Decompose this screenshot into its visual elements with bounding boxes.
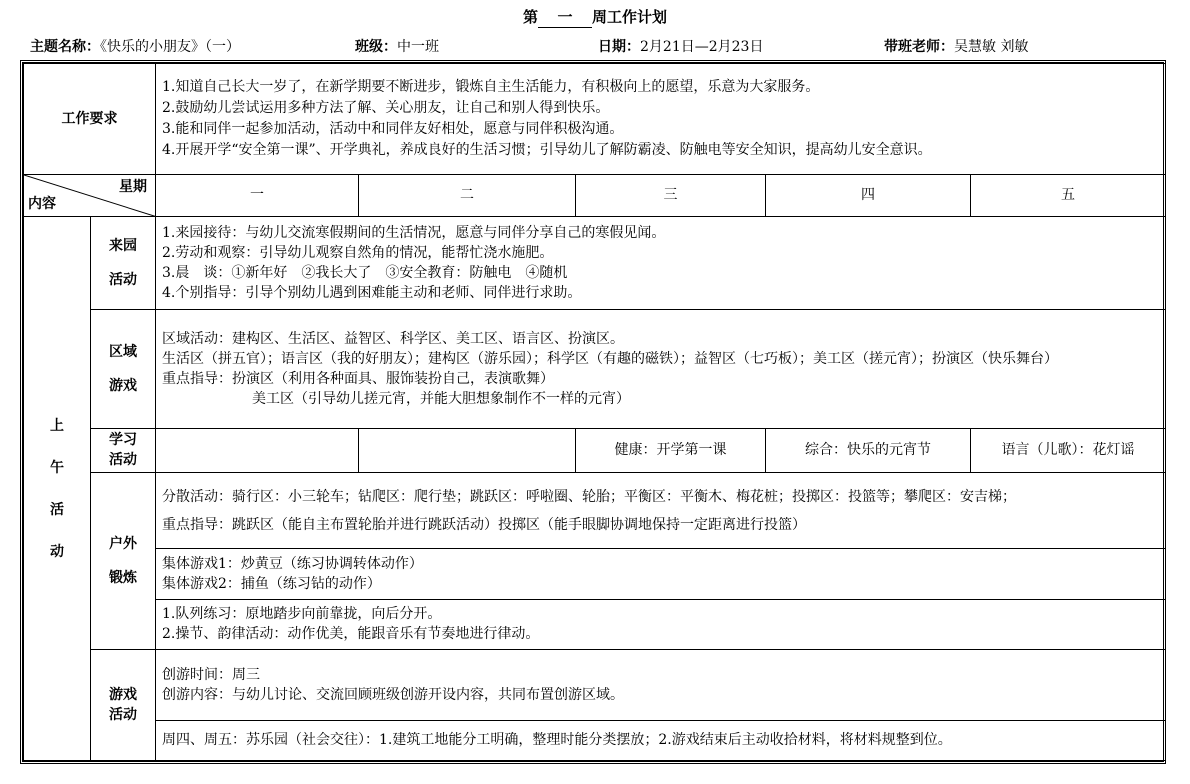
outdoor-drill-row (24, 599, 1166, 649)
day-header-thu: 四 (766, 174, 971, 216)
group-game-item: 集体游戏2：捕鱼（练习钻的动作） (162, 576, 381, 593)
play-label-line: 活动 (109, 707, 137, 724)
area-games-label (91, 309, 156, 428)
requirement-item: 3.能和同伴一起参加活动，活动中和同伴友好相处，愿意与同伴积极沟通。 (162, 120, 624, 137)
teacher-label: 带班老师： (884, 39, 954, 55)
requirements-row (24, 64, 1166, 175)
area-games-focus-art: 美工区（引导幼儿搓元宵，并能大胆想象制作不一样的元宵） (252, 390, 630, 407)
requirement-item: 4.开展开学“安全第一课”、开学典礼，养成良好的生活习惯；引导幼儿了解防霸凌、防触电等安全知识，提高幼儿安全意识。 (162, 141, 932, 158)
arrival-item: 1.来园接待：与幼儿交流寒假期间的生活情况，愿意与同伴分享自己的寒假见闻。 (162, 224, 666, 241)
creative-item: 创游时间：周三 (162, 666, 260, 683)
plan-table (23, 63, 1166, 761)
play-suleyuan-content (156, 720, 1166, 760)
arrival-item: 4.个别指导：引导个别幼儿遇到困难能主动和老师、同伴进行求助。 (162, 284, 582, 301)
theme-value: 《快乐的小朋友》（一） (100, 39, 240, 55)
learning-cell-mon (156, 428, 359, 472)
class-label: 班级： (355, 39, 397, 55)
theme-label: 主题名称： (30, 39, 100, 55)
outdoor-focus: 重点指导：跳跃区（能自主布置轮胎并进行跳跃活动）投掷区（能手眼脚协调地保持一定距离进行投篮） (162, 516, 806, 533)
play-creative-content (156, 650, 1166, 721)
outdoor-label-line: 户外 (109, 536, 137, 553)
morning-label-char: 活 (50, 501, 64, 518)
group-game-item: 集体游戏1：炒黄豆（练习协调转体动作） (162, 556, 423, 573)
area-games-label-line: 区域 (109, 343, 137, 360)
arrival-item: 3.晨 谈：①新年好 ②我长大了 ③安全教育：防触电 ④随机 (162, 264, 568, 281)
date-label: 日期： (598, 39, 640, 55)
day-header-wed: 三 (576, 174, 766, 216)
class-value: 中一班 (397, 39, 439, 55)
teacher-value: 吴慧敏 刘敏 (954, 39, 1029, 55)
class-info (355, 36, 439, 56)
play-creative-row (24, 650, 1166, 721)
area-games-zones: 生活区（拼五官）；语言区（我的好朋友）；建构区（游乐园）；科学区（有趣的磁铁）；益智区（七巧板）；美工区（搓元宵）；扮演区（快乐舞台） (162, 350, 1058, 367)
learning-cell-fri: 语言（儿歌）：花灯谣 (971, 428, 1166, 472)
corner-bottom-label: 内容 (28, 196, 56, 213)
morning-label-char: 午 (50, 459, 64, 476)
title-prefix: 第 (522, 8, 538, 26)
arrival-row (24, 217, 1166, 310)
date-value: 2月21日—2月23日 (640, 39, 764, 55)
requirement-item: 2.鼓励幼儿尝试运用多种方法了解、关心朋友，让自己和别人得到快乐。 (162, 99, 610, 116)
learning-row (24, 428, 1166, 472)
area-games-label-line: 游戏 (109, 377, 137, 394)
play-suleyuan-row (24, 720, 1166, 760)
day-header-mon: 一 (156, 174, 359, 216)
area-games-row (24, 309, 1166, 428)
week-header-row (24, 174, 1166, 216)
outdoor-scatter: 分散活动：骑行区：小三轮车；钻爬区：爬行垫；跳跃区：呼啦圈、轮胎；平衡区：平衡木、梅花桩；投掷区：投篮等；攀爬区：安吉梯； (162, 488, 1016, 505)
suleyuan-item: 周四、周五：苏乐园（社会交往）：1.建筑工地能分工明确，整理时能分类摆放；2.游戏结束后主动收拾材料，将材料规整到位。 (162, 732, 952, 749)
drill-item: 1.队列练习：原地踏步向前靠拢，向后分开。 (162, 606, 442, 623)
morning-label (24, 217, 91, 761)
arrival-label (91, 217, 156, 310)
morning-label-char: 上 (50, 417, 64, 434)
outdoor-group-content (156, 549, 1166, 599)
learning-label (91, 428, 156, 472)
drill-item: 2.操节、韵律活动：动作优美，能跟音乐有节奏地进行律动。 (162, 626, 540, 643)
outdoor-scatter-content (156, 472, 1166, 549)
area-games-content (156, 309, 1166, 428)
arrival-label-line: 来园 (109, 237, 137, 254)
arrival-label-line: 活动 (109, 271, 137, 288)
learning-cell-wed: 健康：开学第一课 (576, 428, 766, 472)
outdoor-drill-content (156, 599, 1166, 649)
outdoor-label-line: 锻炼 (109, 570, 137, 587)
arrival-content (156, 217, 1166, 310)
learning-cell-thu: 综合：快乐的元宵节 (766, 428, 971, 472)
creative-item: 创游内容：与幼儿讨论、交流回顾班级创游开设内容，共同布置创游区域。 (162, 686, 624, 703)
area-games-overview: 区域活动：建构区、生活区、益智区、科学区、美工区、语言区、扮演区。 (162, 330, 624, 347)
requirements-label: 工作要求 (24, 64, 156, 175)
corner-top-label: 星期 (119, 178, 147, 195)
header-corner-cell (24, 174, 156, 216)
outdoor-group-row (24, 549, 1166, 599)
week-number: 一 (538, 6, 592, 28)
arrival-item: 2.劳动和观察：引导幼儿观察自然角的情况，能帮忙浇水施肥。 (162, 244, 554, 261)
teacher-info (884, 36, 1028, 56)
date-info (598, 36, 763, 56)
play-label-line: 游戏 (109, 687, 137, 704)
theme-info (30, 36, 240, 56)
plan-meta (22, 36, 1168, 56)
requirements-content (156, 64, 1166, 175)
page-title (0, 6, 1190, 28)
title-suffix: 周工作计划 (592, 8, 668, 26)
morning-label-char: 动 (50, 543, 64, 560)
learning-label-line: 活动 (109, 452, 137, 469)
learning-cell-tue (359, 428, 576, 472)
plan-table-frame (20, 60, 1166, 764)
requirement-item: 1.知道自己长大一岁了，在新学期要不断进步，锻炼自主生活能力，有积极向上的愿望，乐意为大家服务。 (162, 78, 820, 95)
outdoor-label (91, 472, 156, 649)
outdoor-scatter-row (24, 472, 1166, 549)
day-header-fri: 五 (971, 174, 1166, 216)
play-label (91, 650, 156, 761)
area-games-focus: 重点指导：扮演区（利用各种面具、服饰装扮自己，表演歌舞） (162, 370, 554, 387)
learning-label-line: 学习 (109, 432, 137, 449)
day-header-tue: 二 (359, 174, 576, 216)
